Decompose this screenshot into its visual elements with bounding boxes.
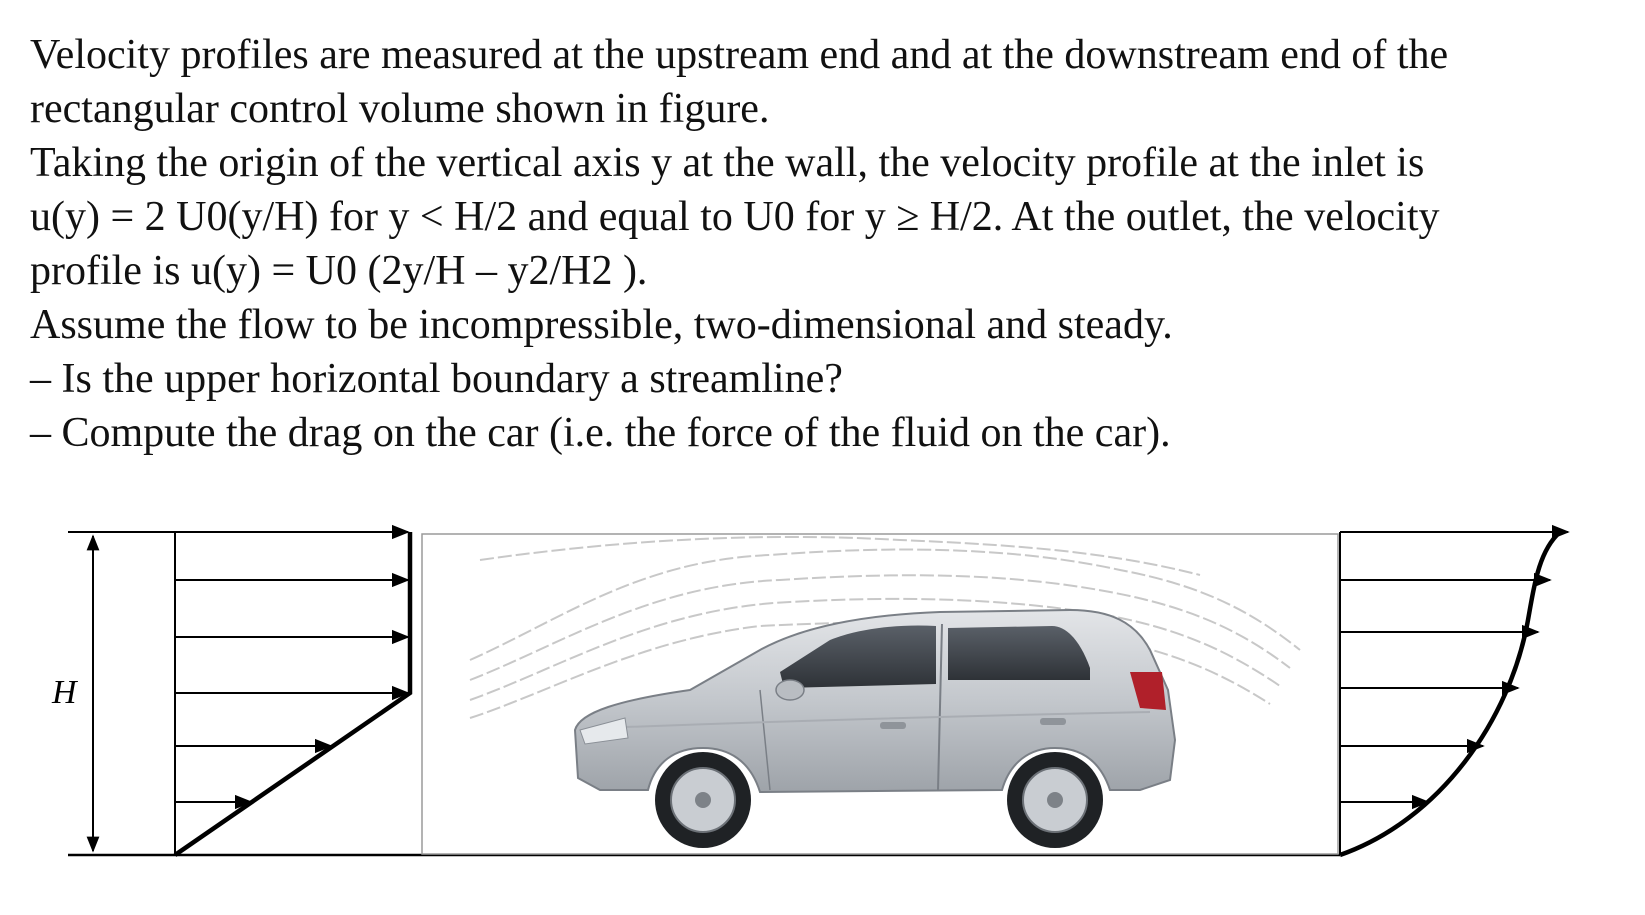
car-door-handle xyxy=(880,722,906,729)
car-image xyxy=(422,534,1338,854)
car-door-handle xyxy=(1040,718,1066,725)
car-rear-wheel xyxy=(1007,752,1103,848)
car-front-wheel xyxy=(655,752,751,848)
problem-line-7: – Is the upper horizontal boundary a streamline? xyxy=(30,356,843,402)
car-side-mirror xyxy=(776,680,804,700)
problem-line-5: profile is u(y) = U0 (2y/H – y2/H2 ). xyxy=(30,248,648,294)
height-label: H xyxy=(52,674,77,711)
car-rear-window xyxy=(948,626,1090,680)
problem-line-8: – Compute the drag on the car (i.e. the force of the fluid on the car). xyxy=(30,410,1171,456)
problem-line-6: Assume the flow to be incompressible, two-dimensional and steady. xyxy=(30,302,1173,348)
problem-line-2: rectangular control volume shown in figure. xyxy=(30,86,770,132)
problem-line-1: Velocity profiles are measured at the upstream end and at the downstream end of the xyxy=(30,32,1449,78)
problem-line-4: u(y) = 2 U0(y/H) for y < H/2 and equal to U0 for y ≥ H/2. At the outlet, the velocity xyxy=(30,194,1440,240)
problem-line-3: Taking the origin of the vertical axis y at the wall, the velocity profile at the inlet is xyxy=(30,140,1425,186)
